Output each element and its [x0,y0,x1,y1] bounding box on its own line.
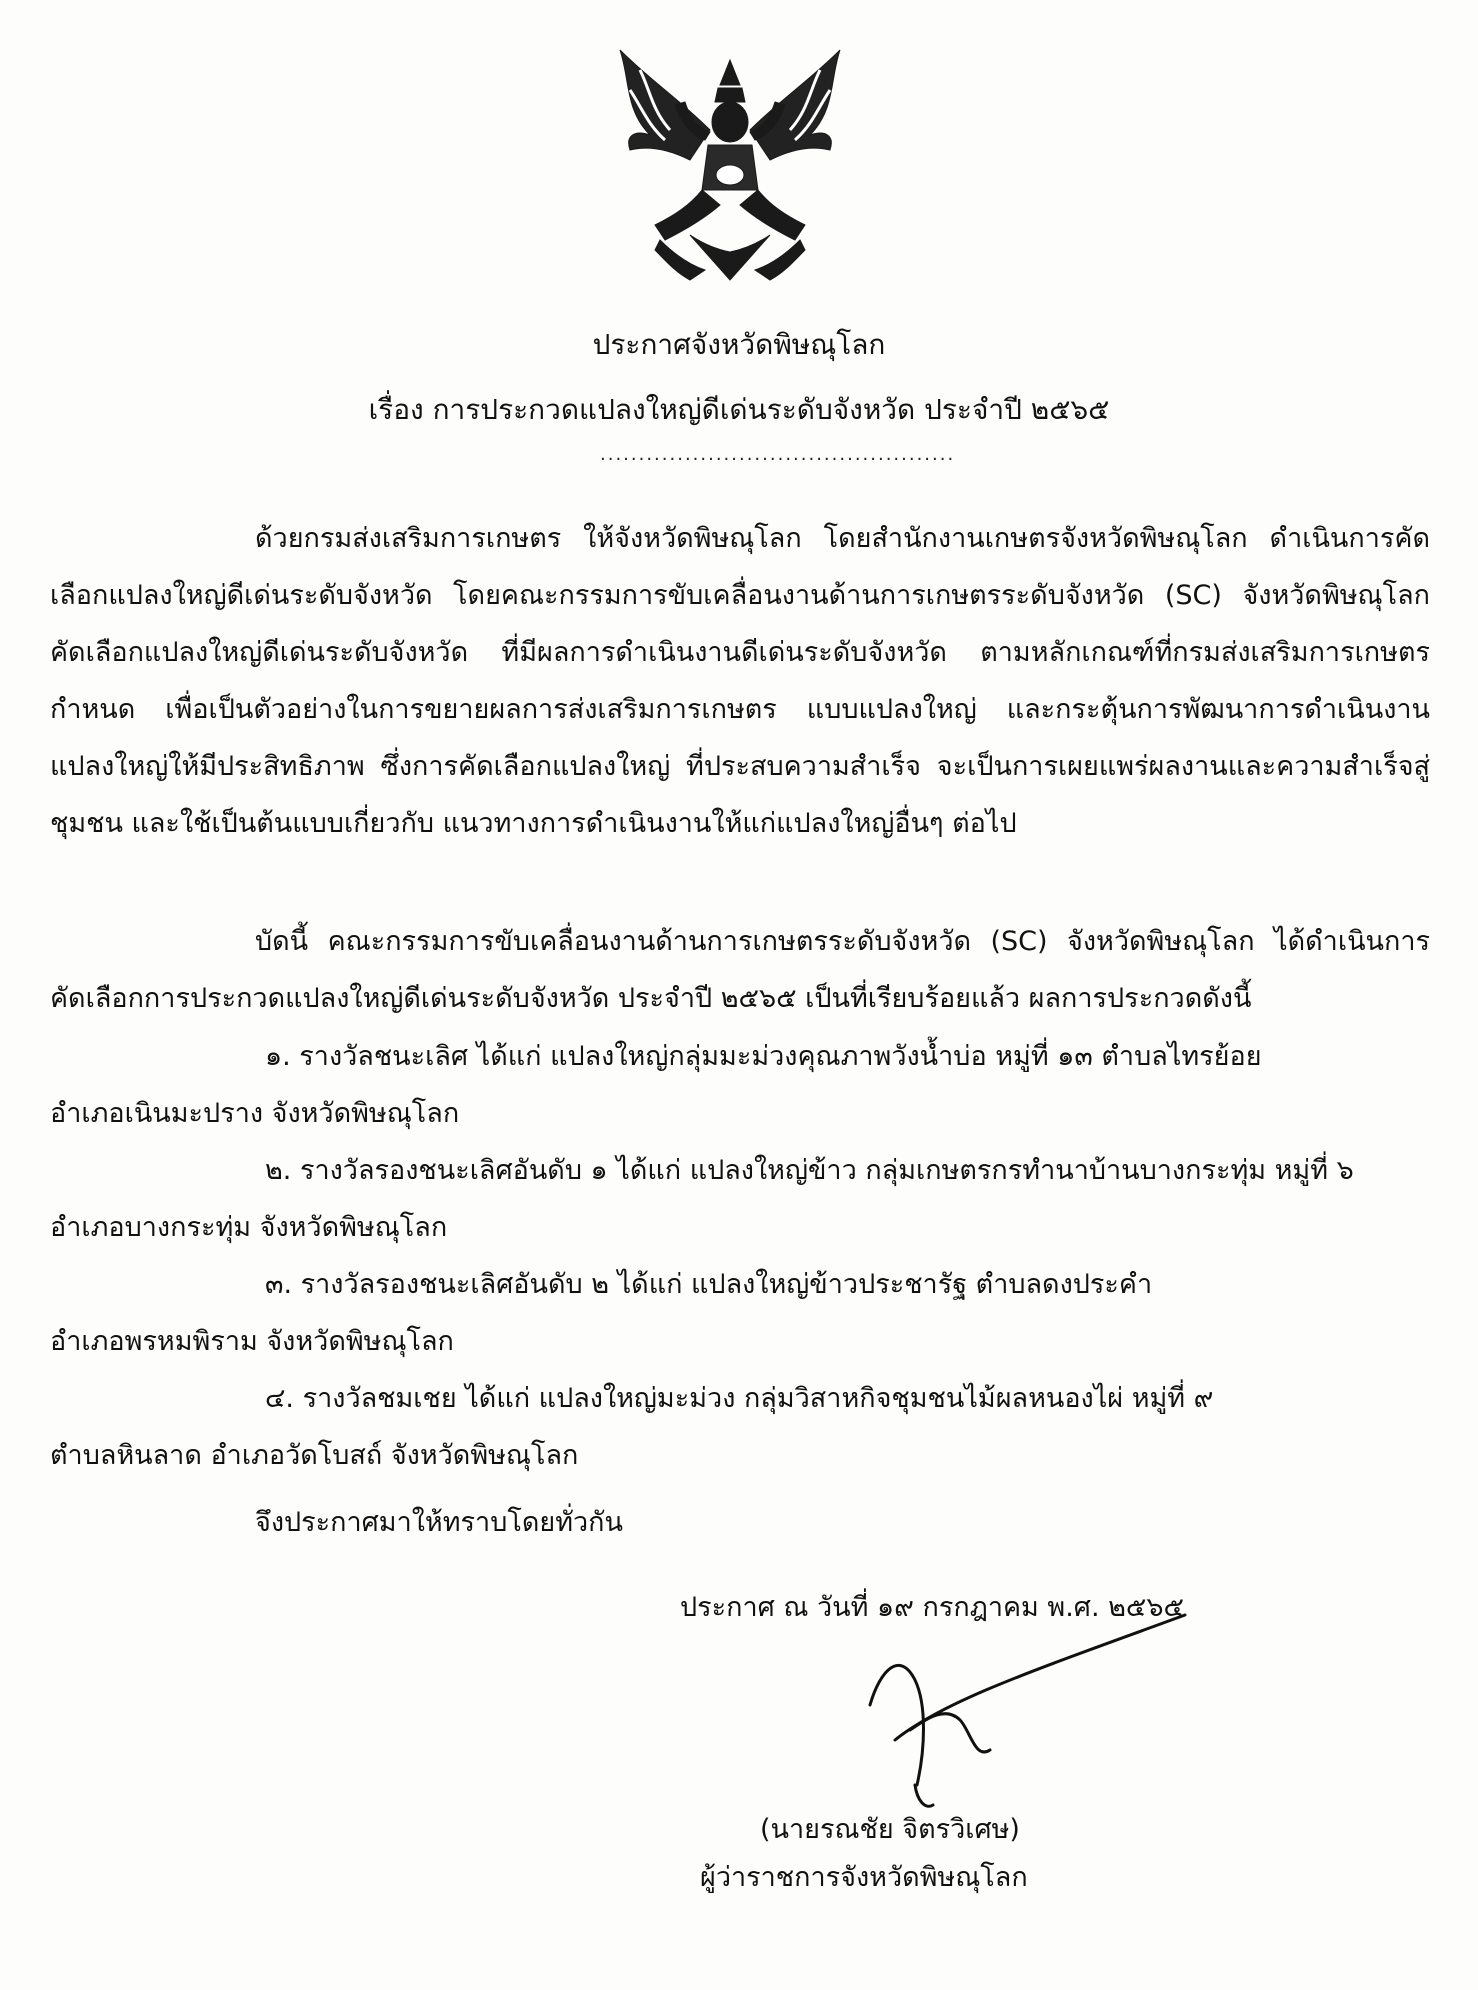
result-item-line-2: อำเภอเนินมะปราง จังหวัดพิษณุโลก [50,1098,460,1129]
announcement-heading: ประกาศจังหวัดพิษณุโลก [592,328,886,361]
signer-position: ผู้ว่าราชการจังหวัดพิษณุโลก [700,1862,1028,1893]
result-item [50,1028,1430,1142]
result-item [50,1256,1430,1370]
result-item-line-1: ๑. รางวัลชนะเลิศ ได้แก่ แปลงใหญ่กลุ่มมะม่วงคุณภาพวังน้ำบ่อ หมู่ที่ ๑๓ ตำบลไทรย้อย [265,1041,1262,1072]
result-item-line-2: ตำบลหินลาด อำเภอวัดโบสถ์ จังหวัดพิษณุโลก [50,1440,579,1471]
result-item-line-2: อำเภอบางกระทุ่ม จังหวัดพิษณุโลก [50,1212,448,1243]
result-item [50,1370,1430,1484]
signer-name: (นายรณชัย จิตรวิเศษ) [760,1814,1020,1845]
result-item-line-2: อำเภอพรหมพิราม จังหวัดพิษณุโลก [50,1326,454,1357]
closing-statement: จึงประกาศมาให้ทราบโดยทั่วกัน [255,1507,623,1538]
result-item-line-1: ๔. รางวัลชมเชย ได้แก่ แปลงใหญ่มะม่วง กลุ่มวิสาหกิจชุมชนไม้ผลหนองไผ่ หมู่ที่ ๙ [265,1383,1214,1414]
body-paragraph-1: ด้วยกรมส่งเสริมการเกษตร ให้จังหวัดพิษณุโลก โดยสำนักงานเกษตรจังหวัดพิษณุโลก ดำเนินการคัดเลือกแปลงใหญ่ดีเด่นระดับจังหวัด โดยคณะกรรมการขับเคลื่อนงานด้านการเกษตรระดับจังหวัด (SC) จังหวัดพิษณุโลก คัดเลือกแปลงใหญ่ดีเด่นระดับจังหวัด ที่มีผลการดำเนินงานดีเด่นระดับจังหวัด ตามหลักเกณฑ์ที่กรมส่งเสริมการเกษตรกำหนด เพื่อเป็นตัวอย่างในการขยายผลการส่งเสริมการเกษตร แบบแปลงใหญ่ และกระตุ้นการพัฒนาการดำเนินงานแปลงใหญ่ให้มีประสิทธิภาพ ซึ่งการคัดเลือกแปลงใหญ่ ที่ประสบความสำเร็จ จะเป็นการเผยแพร่ผลงานและความสำเร็จสู่ชุมชน และใช้เป็นต้นแบบเกี่ยวกับ แนวทางการดำเนินงานให้แก่แปลงใหญ่อื่นๆ ต่อไป [50,523,1430,839]
date-line: ประกาศ ณ วันที่ ๑๙ กรกฎาคม พ.ศ. ๒๕๖๕ [680,1592,1184,1623]
result-item-line-1: ๓. รางวัลรองชนะเลิศอันดับ ๒ ได้แก่ แปลงใหญ่ข้าวประชารัฐ ตำบลดงประคำ [265,1269,1153,1300]
separator-line: .............................................. [600,444,956,465]
body-paragraph-2: บัดนี้ คณะกรรมการขับเคลื่อนงานด้านการเกษตรระดับจังหวัด (SC) จังหวัดพิษณุโลก ได้ดำเนินการ คัดเลือกการประกวดแปลงใหญ่ดีเด่นระดับจังหวัด ประจำปี ๒๕๖๕ เป็นที่เรียบร้อยแล้ว ผลการประกวดดังนี้ [50,926,1430,1014]
announcement-subject: เรื่อง การประกวดแปลงใหญ่ดีเด่นระดับจังหวัด ประจำปี ๒๕๖๕ [368,393,1110,426]
result-item [50,1142,1430,1256]
handwritten-signature-icon [855,1610,1285,1830]
garuda-emblem-icon [580,40,880,290]
result-item-line-1: ๒. รางวัลรองชนะเลิศอันดับ ๑ ได้แก่ แปลงใหญ่ข้าว กลุ่มเกษตรกรทำนาบ้านบางกระทุ่ม หมู่ที่ ๖ [265,1155,1354,1186]
